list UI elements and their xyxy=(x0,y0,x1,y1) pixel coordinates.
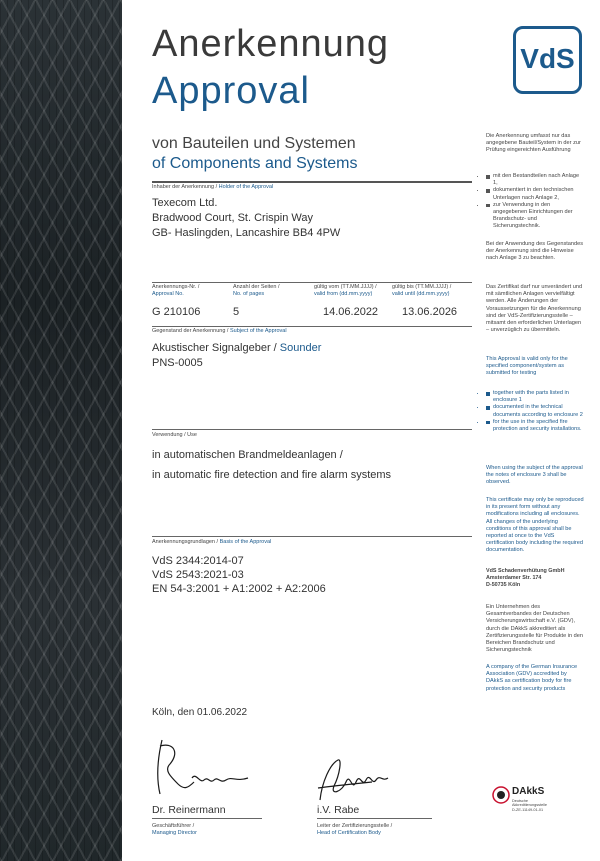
holder-city: GB- Haslingden, Lancashire BB4 4PW xyxy=(152,227,341,239)
list-item: • documented in the technical documents according to enclosure 2 xyxy=(486,404,584,418)
approval-no: G 210106 xyxy=(152,306,201,318)
divider xyxy=(152,536,472,537)
basis-line2: VdS 2543:2021-03 xyxy=(152,569,244,581)
dakks-text: Deutsche Akkreditierungsstelle D-ZE-11149-01-01 xyxy=(512,799,548,812)
use-label: Verwendung / Use xyxy=(152,432,197,438)
holder-street: Bradwood Court, St. Crispin Way xyxy=(152,212,313,224)
signature-line-right xyxy=(317,818,432,819)
list-item: • mit den Bestandteilen nach Anlage 1, xyxy=(486,173,584,187)
valid-from: 14.06.2022 xyxy=(323,306,379,318)
title-de: Anerkennung xyxy=(152,23,390,65)
scope-text-de: Die Anerkennung umfasst nur das angegebene Bauteil/System in der zur Prüfung eingereichten Ausführung xyxy=(486,133,581,154)
page-count: 5 xyxy=(233,306,240,318)
valid-until-label: gültig bis (TT.MM.JJJJ) / valid until (dd.mm.yyyy) xyxy=(392,284,452,297)
scope-list-de xyxy=(486,173,584,231)
scope-list-en xyxy=(486,390,584,433)
holder-label: Inhaber der Anerkennung / Holder of the Approval xyxy=(152,184,274,190)
signature-right xyxy=(312,752,402,812)
signer-right-role: Leiter der Zertifizierungsstelle / Head of Certification Body xyxy=(317,823,393,836)
subject-line1: Akustischer Signalgeber / Sounder xyxy=(152,342,322,354)
list-item: • dokumentiert in den technischen Unterlagen nach Anlage 2, xyxy=(486,187,584,201)
divider xyxy=(152,181,472,183)
list-item: • zur Verwendung in den angegebenen Einrichtungen der Brandschutz- und Sicherungstechnik. xyxy=(486,202,584,231)
holder-name: Texecom Ltd. xyxy=(152,197,218,209)
signer-left-role: Geschäftsführer / Managing Director xyxy=(152,823,197,836)
use-en: in automatic fire detection and fire alarm systems xyxy=(152,469,392,481)
basis-line3: EN 54-3:2001 + A1:2002 + A2:2006 xyxy=(152,583,326,595)
use-de: in automatischen Brandmeldeanlagen / xyxy=(152,449,343,461)
divider xyxy=(152,282,472,283)
vds-logo xyxy=(513,26,582,94)
signer-left-name: Dr. Reinermann xyxy=(152,804,226,816)
vds-logo-text: VdS xyxy=(520,43,575,74)
basis-label: Anerkennungsgrundlagen / Basis of the Approval xyxy=(152,539,272,545)
reproduction-text-de: Das Zertifikat darf nur unverändert und mit sämtlichen Anlagen vervielfältigt werden. Alle Änderungen der Voraussetzungen für die Anerkennung sind der VdS-Zertifizierungsstelle – mitsamt den erforderlichen Unterlagen – unverzüglich zu übermitteln. xyxy=(486,284,583,334)
pages-label: Anzahl der Seiten / No. of pages xyxy=(233,284,280,297)
signature-left xyxy=(148,732,268,802)
approval-no-label: Anerkennungs-Nr. / Approval No. xyxy=(152,284,200,297)
decorative-side-panel xyxy=(0,0,122,861)
basis-line1: VdS 2344:2014-07 xyxy=(152,555,244,567)
subtitle-en: of Components and Systems xyxy=(152,155,358,172)
dakks-emblem-icon xyxy=(492,786,510,804)
notes-text-de: Bei der Anwendung des Gegenstandes der Anerkennung sind die Hinweise nach Anlage 3 zu beachten. xyxy=(486,241,584,262)
scope-text-en: This Approval is valid only for the specified component/system as submitted for testing xyxy=(486,356,568,377)
place-date: Köln, den 01.06.2022 xyxy=(152,707,248,718)
valid-until: 13.06.2026 xyxy=(402,306,458,318)
list-item: • for the use in the specified fire protection and security installations. xyxy=(486,419,584,433)
divider xyxy=(152,429,472,430)
subject-label: Gegenstand der Anerkennung / Subject of the Approval xyxy=(152,328,287,334)
subtitle-de: von Bauteilen und Systemen xyxy=(152,135,356,152)
signer-right-name: i.V. Rabe xyxy=(317,804,360,816)
company-text-de: Ein Unternehmen des Gesamtverbandes der Deutschen Versicherungswirtschaft e.V. (GDV), durch die DAkkS akkreditiert als Zertifizierungsstelle für Produkte in den Bereichen Brandschutz und Sicherungstechnik xyxy=(486,604,584,654)
notes-text-en: When using the subject of the approval the notes of enclosure 3 shall be observed. xyxy=(486,465,583,486)
divider xyxy=(152,326,472,327)
dakks-mark xyxy=(488,778,584,818)
reproduction-text-en: This certificate may only be reproduced in its present form without any modifications including all enclosures. All changes of the underlying conditions of this approval shall be reported at once to the VdS certification body including the required documentation. xyxy=(486,497,584,554)
subject-model: PNS-0005 xyxy=(152,357,203,369)
vds-address: VdS Schadenverhütung GmbH Amsterdamer Str. 174 D-50735 Köln xyxy=(486,568,565,589)
list-item: • together with the parts listed in enclosure 1 xyxy=(486,390,584,404)
dakks-name: DAkkS xyxy=(512,786,545,797)
title-en: Approval xyxy=(152,70,310,112)
company-text-en: A company of the German Insurance Association (GDV) accredited by DAkkS as certification body for fire protection and security products xyxy=(486,664,578,692)
signature-line-left xyxy=(152,818,262,819)
valid-from-label: gültig vom (TT.MM.JJJJ) / valid from (dd.mm.yyyy) xyxy=(314,284,377,297)
